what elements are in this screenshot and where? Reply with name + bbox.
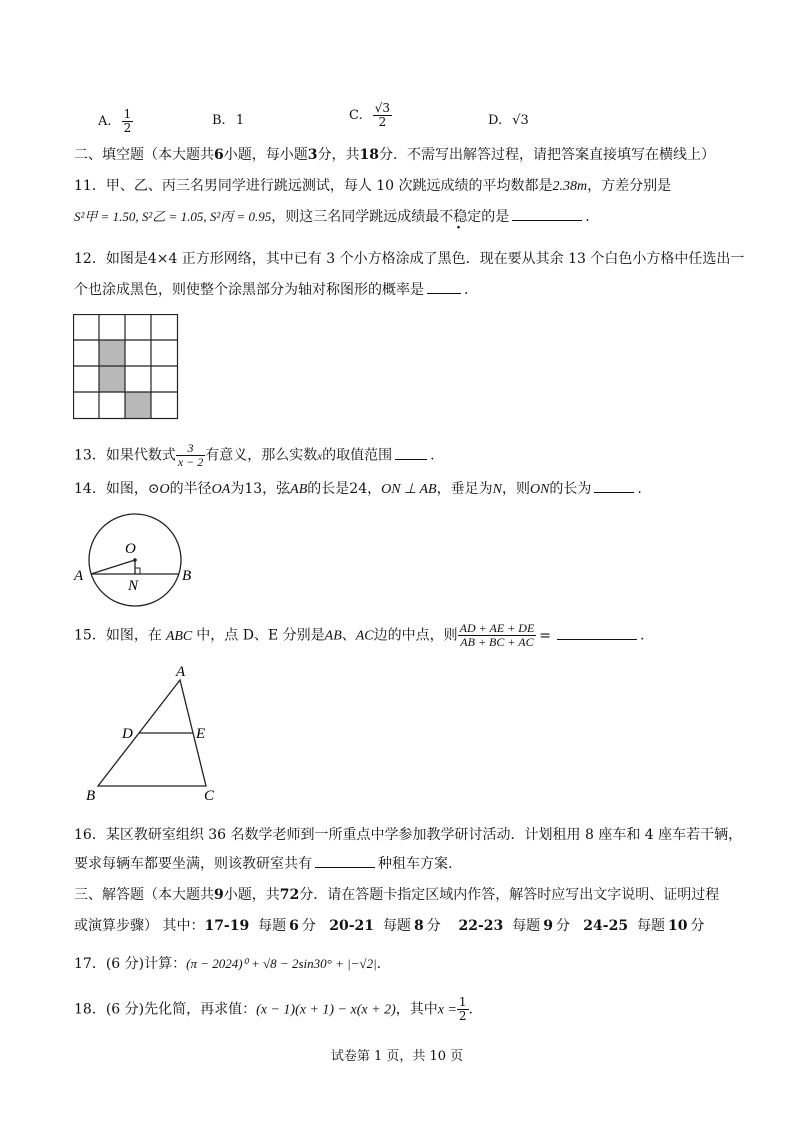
section3-points1: 6	[289, 918, 299, 934]
q12-line2-pre: 个也涂成黑色，则使整个涂黑部分为轴对称图形的概率是	[74, 282, 424, 298]
label-n: N	[128, 578, 139, 594]
section3-group3: 22-23	[458, 918, 504, 934]
radius-oa	[91, 560, 135, 574]
q14-line	[74, 480, 642, 499]
q13-line	[74, 442, 435, 469]
q15-end: .	[640, 627, 645, 644]
q11-line1	[74, 177, 671, 196]
section3-unit2: 分	[426, 918, 441, 934]
q11-line2-post: 的是	[481, 209, 510, 225]
q13-post: 的取值范围	[322, 447, 393, 464]
q18-frac-den: 2	[458, 1009, 467, 1023]
q14-end: .	[637, 481, 642, 497]
option-a-num: 1	[123, 107, 132, 121]
q15-t2: 、	[341, 627, 356, 644]
section3-points4: 10	[667, 918, 688, 934]
q11-end: .	[585, 209, 590, 225]
q11-line1-post: ，方差分别是	[587, 178, 672, 194]
q14-t5: ，垂足为	[436, 481, 493, 497]
label-o: O	[125, 541, 136, 557]
section3-each3: 每题	[512, 918, 541, 934]
q14-pre: 14．如图，⊙	[74, 481, 160, 497]
section2-each: 3	[307, 147, 318, 163]
q15-frac-den: AB + BC + AC	[460, 635, 534, 649]
option-a-den: 2	[123, 121, 132, 135]
label-b: B	[182, 568, 192, 584]
q14-oa: OA	[211, 482, 231, 497]
label-a: A	[176, 664, 186, 680]
section2-total: 18	[359, 147, 379, 163]
option-c-den: 2	[378, 115, 387, 129]
section3-group4: 24-25	[583, 918, 629, 934]
q15-eq: =	[539, 627, 552, 644]
option-d-value: √3	[512, 113, 529, 128]
section3-count: 9	[214, 887, 224, 903]
section3-unit1: 分	[301, 918, 316, 934]
q16-line1: 16．某区教研室组织 36 名数学老师到一所重点中学参加教学研讨活动．计划租用 8 座车和 4 座车若干辆，	[74, 827, 743, 843]
q15-fraction	[458, 622, 537, 649]
q13-var: x	[317, 450, 323, 463]
q12-answer-blank	[427, 291, 461, 294]
label-a: A	[74, 568, 84, 584]
q11-emphasis: 不稳定	[439, 209, 482, 225]
q16-line2-post: 种租车方案.	[378, 856, 453, 872]
q14-t3: 的长是	[307, 481, 350, 497]
q18-frac-num: 1	[458, 995, 467, 1009]
q15-t1: 中，点 D、E 分别是	[196, 627, 325, 644]
q14-perp: ON ⊥ AB	[381, 482, 437, 497]
q15-pre: 15．如图，在	[74, 627, 162, 644]
option-c-num: √3	[374, 101, 391, 115]
q15-answer-blank	[557, 637, 637, 640]
q14-t2: 为13，弦	[230, 481, 291, 497]
section3-line1	[74, 886, 719, 904]
label-d: D	[122, 726, 133, 742]
q17-expression: (π − 2024)⁰ + √8 − 2sin30° + |−√2|	[186, 956, 377, 971]
option-d-label: D.	[488, 113, 503, 128]
q14-ab: AB	[290, 482, 308, 497]
q18-end: .	[468, 1001, 473, 1018]
page-footer: 试卷第 1 页，共 10 页	[330, 1049, 464, 1064]
shaded-cell	[99, 366, 125, 392]
label-c: C	[204, 788, 215, 804]
section3-line1-pre: 三、解答题（本大题共	[74, 887, 214, 903]
q13-frac-den: x − 2	[177, 455, 204, 469]
q12-grid-figure	[73, 314, 179, 420]
center-dot	[133, 558, 137, 562]
q14-circle-figure	[70, 512, 200, 612]
option-c-fraction	[373, 102, 392, 129]
q12-end: .	[464, 282, 469, 298]
q18-line	[74, 996, 473, 1023]
label-b: B	[86, 788, 96, 804]
q13-answer-blank	[395, 457, 427, 460]
q14-t4: ，	[367, 481, 382, 497]
q14-t7: 的长为	[549, 481, 592, 497]
q17-pre: 17．(6 分)计算：	[74, 956, 187, 972]
option-a-label: A.	[98, 114, 112, 129]
q15-t3: 边的中点，则	[373, 627, 458, 644]
q14-n: N	[492, 482, 502, 497]
shaded-cell	[125, 392, 151, 418]
section2-heading	[74, 146, 715, 164]
q18-fraction	[457, 996, 469, 1023]
q18-x-equals: x =	[437, 1002, 457, 1018]
q15-triangle-figure	[80, 662, 230, 807]
q16-line2-pre: 要求每辆车都要坐满，则该教研室共有	[74, 856, 312, 872]
right-angle-mark	[135, 568, 140, 574]
section3-unit4: 分	[690, 918, 705, 934]
q18-pre: 18．(6 分)先化简，再求值：	[74, 1001, 257, 1018]
grid-lines	[73, 314, 178, 419]
q13-mid: 有意义，那么实数	[205, 447, 318, 464]
section3-group2: 20-21	[329, 918, 375, 934]
section3-line1-post: 分．请在答题卡指定区域内作答，解答时应写出文字说明、证明过程	[299, 887, 720, 903]
q14-len: 24	[349, 481, 368, 497]
section3-points2: 8	[413, 918, 424, 934]
option-a	[98, 108, 133, 135]
section2-heading-mid1: 小题，每小题	[223, 147, 308, 163]
q15-ac: AC	[355, 628, 374, 644]
shaded-cell	[99, 340, 125, 366]
section3-unit3: 分	[555, 918, 570, 934]
section3-each1: 每题	[258, 918, 287, 934]
section2-count: 6	[214, 147, 224, 163]
q14-on: ON	[529, 482, 550, 497]
section2-heading-post: 分．不需写出解答过程，请把答案直接填写在横线上）	[378, 147, 715, 163]
section3-each2: 每题	[382, 918, 411, 934]
q11-variances: S²甲 = 1.50, S²乙 = 1.05, S²丙 = 0.95	[74, 209, 272, 224]
q14-t1: 的半径	[169, 481, 212, 497]
option-c-label: C.	[349, 108, 363, 123]
q18-expression: (x − 1)(x + 1) − x(x + 2)	[256, 1002, 396, 1018]
q17-line	[74, 955, 381, 973]
q17-end: .	[376, 956, 382, 972]
section3-each4: 每题	[636, 918, 665, 934]
section3-group1: 17-19	[204, 918, 250, 934]
option-d	[488, 113, 529, 128]
section3-line2	[74, 917, 704, 935]
q13-pre: 13．如果代数式	[74, 447, 176, 464]
q12-line2	[74, 281, 468, 299]
q14-answer-blank	[594, 490, 634, 493]
q16-line2	[74, 855, 452, 873]
q11-line1-pre: 11．甲、乙、丙三名男同学进行跳远测试，每人 10 次跳远成绩的平均数都是	[74, 178, 553, 194]
section2-heading-pre: 二、填空题（本大题共	[74, 147, 214, 163]
q11-answer-blank	[512, 218, 582, 221]
option-c	[349, 102, 392, 129]
section3-points3: 9	[543, 918, 553, 934]
option-b-label: B.	[212, 113, 226, 128]
q13-frac-num: 3	[176, 442, 205, 456]
q13-fraction	[176, 442, 205, 469]
q15-frac-num: AD + AE + DE	[459, 621, 535, 635]
q16-answer-blank	[315, 865, 375, 868]
q15-ab: AB	[324, 628, 342, 644]
label-e: E	[196, 726, 206, 742]
q14-o: O	[159, 482, 170, 497]
q15-line	[74, 622, 644, 649]
section3-total: 72	[279, 887, 300, 903]
q12-line1: 12．如图是4×4 正方形网络，其中已有 3 个小方格涂成了黑色．现在要从其余 13 个白色小方格中任选出一	[74, 251, 745, 267]
option-b-value: 1	[235, 113, 245, 128]
section2-heading-mid2: 分，共	[317, 147, 360, 163]
section3-line2-pre: 或演算步骤） 其中：	[74, 918, 205, 934]
q18-mid: ，其中	[395, 1001, 438, 1018]
option-b	[212, 113, 244, 128]
q14-t6: ，则	[501, 481, 530, 497]
q11-line2-pre: ，则这三名同学跳远成绩最	[271, 209, 440, 225]
option-a-fraction	[122, 108, 134, 135]
q11-mean: 2.38m	[552, 179, 588, 194]
q13-end: .	[430, 447, 435, 464]
section3-line1-mid: 小题，共	[223, 887, 280, 903]
q11-line2	[74, 208, 590, 226]
q15-tri: ABC	[165, 628, 193, 644]
